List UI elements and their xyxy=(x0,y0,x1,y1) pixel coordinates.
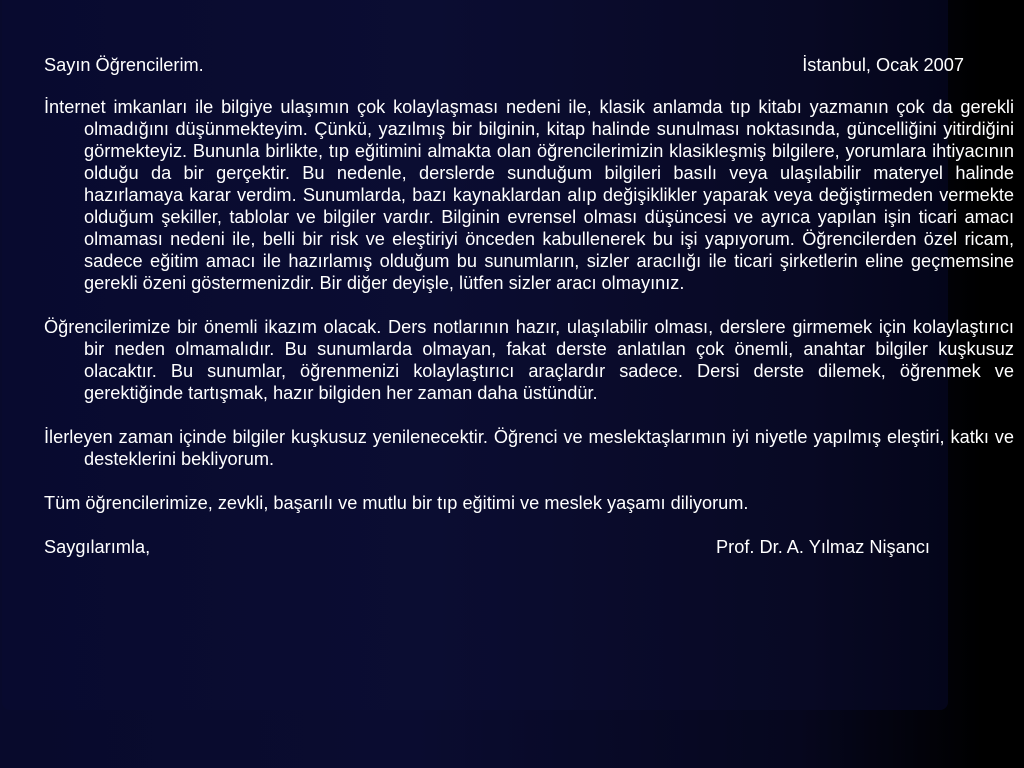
salutation: Sayın Öğrencilerim. xyxy=(44,55,204,75)
closing-row xyxy=(44,536,1014,558)
greeting-row xyxy=(44,54,1014,76)
letter-body xyxy=(44,54,1014,558)
place-date: İstanbul, Ocak 2007 xyxy=(802,55,964,75)
paragraph-warning: Öğrencilerimize bir önemli ikazım olacak. Ders notlarının hazır, ulaşılabilir olması, derslere girmemek için kolaylaştırıcı bir neden olmamalıdır. Bu sunumlarda olmayan, fakat derste anlatılan çok önemli, anahtar bilgiler kuşkusuz olacaktır. Bu sunumlar, öğrenmenizi kolaylaştırıcı araçlardır sadece. Dersi derste dilemek, öğrenmek ve gerektiğinde tartışmak, hazır bilgiden her zaman daha üstündür. xyxy=(44,317,1014,403)
paragraph-feedback: İlerleyen zaman içinde bilgiler kuşkusuz yenilenecektir. Öğrenci ve meslektaşlarımın iyi niyetle yapılmış eleştiri, katkı ve desteklerini bekliyorum. xyxy=(44,427,1014,469)
signature: Prof. Dr. A. Yılmaz Nişancı xyxy=(716,537,930,557)
closing: Saygılarımla, xyxy=(44,537,151,557)
paragraph-intro: İnternet imkanları ile bilgiye ulaşımın çok kolaylaşması nedeni ile, klasik anlamda tıp kitabı yazmanın çok da gerekli olmadığını düşünmekteyim. Çünkü, yazılmış bir bilginin, kitap halinde sunulması noktasında, güncelliğini yitirdiğini görmekteyiz. Bununla birlikte, tıp eğitimini almakta olan öğrencilerimizin klasikleşmiş bilgilere, yorumlara ihtiyacının olduğu da bir gerçektir. Bu nedenle, derslerde sunduğum bilgileri basılı veya ulaşılabilir materyel halinde hazırlamaya karar verdim. Sunumlarda, bazı kaynaklardan alıp değişiklikler yaparak veya değiştirmeden vermekte olduğum şekiller, tablolar ve bilgiler vardır. Bilginin evrensel olması düşüncesi ve ayrıca yapılan işin ticari amacı olmaması nedeni ile, belli bir risk ve eleştiriyi önceden kabullenerek bu işi yapıyorum. Öğrencilerden özel ricam, sadece eğitim amacı ile hazırlamış olduğum bu sunumların, sizler aracılığı ile ticari şirketlerin eline geçmemsine gerekli özeni göstermenizdir. Bir diğer deyişle, lütfen sizler aracı olmayınız. xyxy=(44,97,1014,293)
paragraph-wishes: Tüm öğrencilerimize, zevkli, başarılı ve mutlu bir tıp eğitimi ve meslek yaşamı diliyorum. xyxy=(44,493,749,513)
